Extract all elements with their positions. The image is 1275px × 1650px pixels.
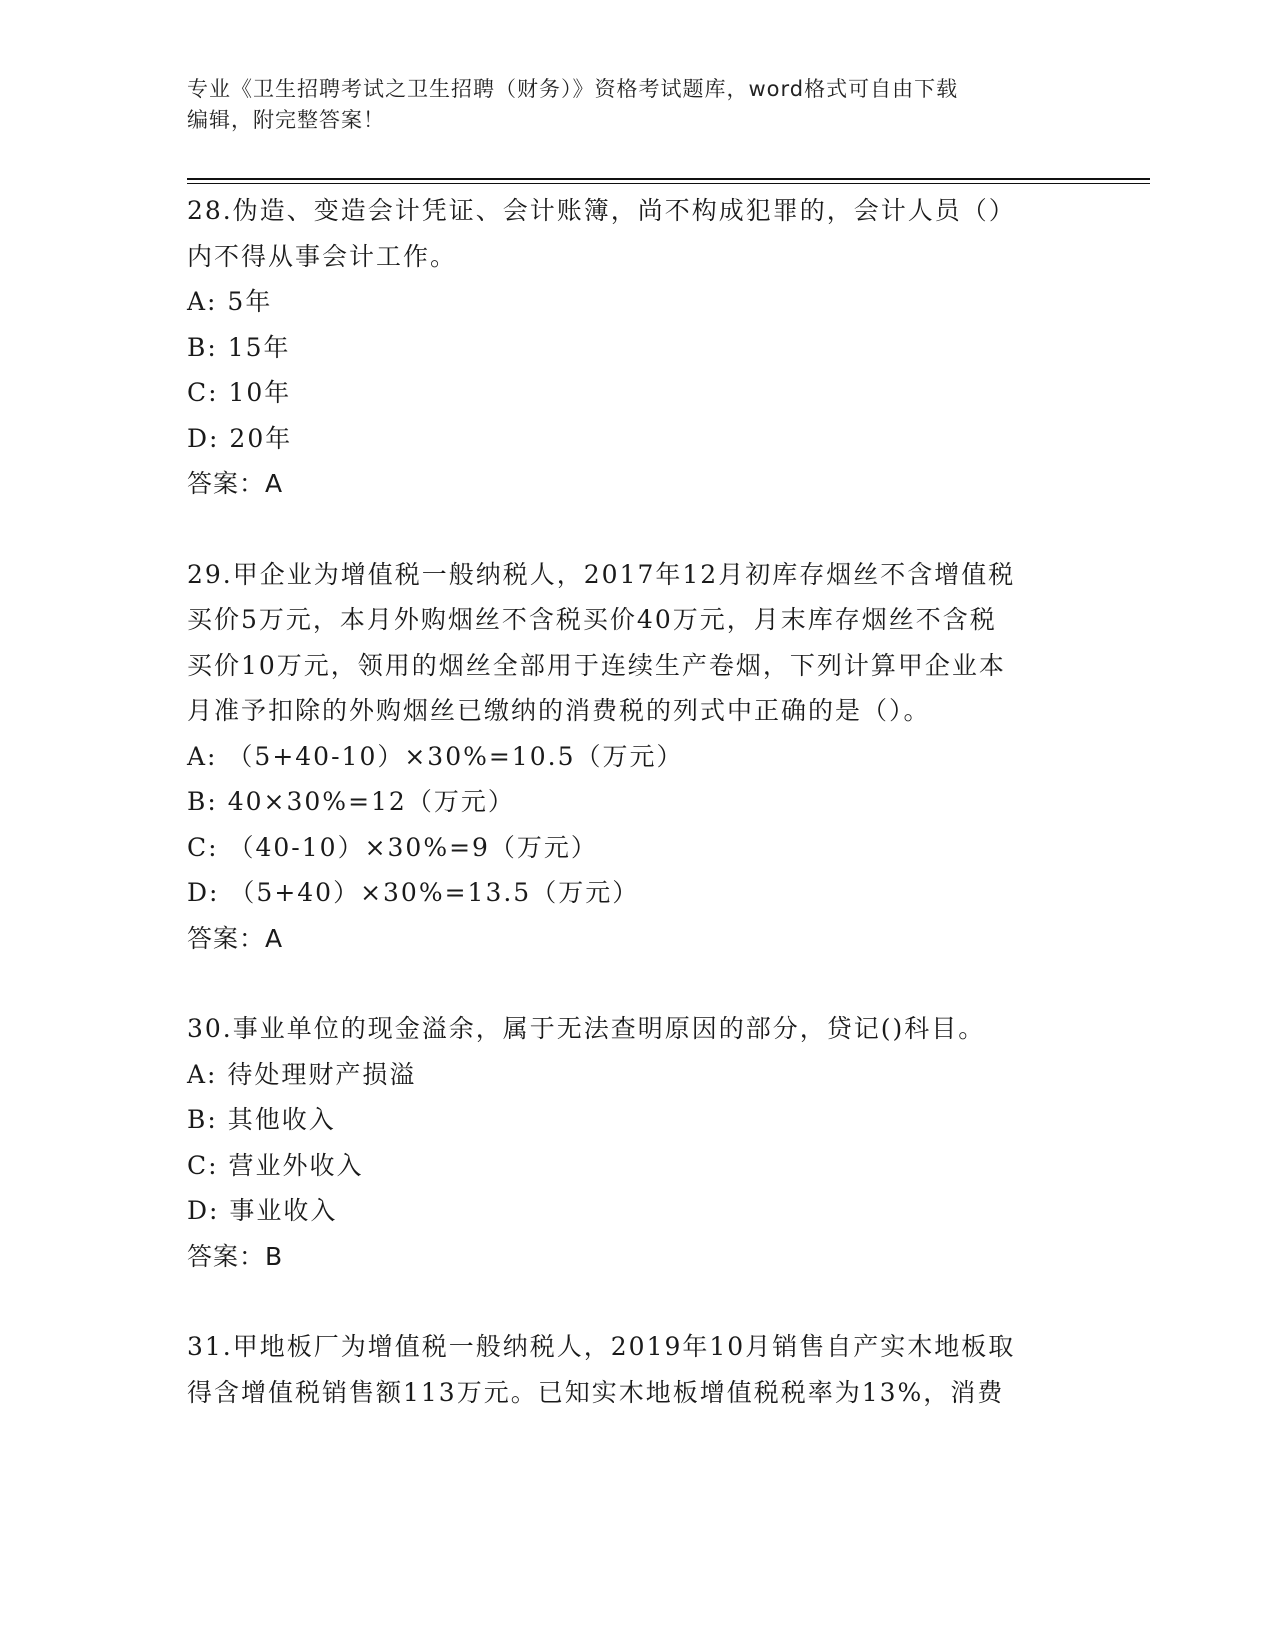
- question-text-line: 30.事业单位的现金溢余，属于无法查明原因的部分，贷记()科目。: [187, 1014, 986, 1043]
- question-text-line: 买价5万元，本月外购烟丝不含税买价40万元，月末库存烟丝不含税: [187, 605, 997, 634]
- question-28: [187, 188, 1067, 507]
- header-line-2: 编辑，附完整答案！: [187, 108, 385, 132]
- question-text-line: 28.伪造、变造会计凭证、会计账簿，尚不构成犯罪的，会计人员（）: [187, 196, 1016, 225]
- question-text-line: 内不得从事会计工作。: [187, 241, 458, 271]
- header-rule-thick: [187, 178, 1150, 180]
- answer-line: 答案：A: [187, 923, 284, 953]
- option-a: A: 待处理财产损溢: [187, 1059, 417, 1089]
- answer-line: 答案：A: [187, 469, 284, 498]
- option-c: C: 营业外收入: [187, 1150, 364, 1180]
- option-c: C: 10年: [187, 378, 292, 407]
- option-d: D: 事业收入: [187, 1196, 338, 1225]
- option-d: D: 20年: [187, 423, 293, 453]
- option-a: A: 5年: [187, 287, 273, 316]
- question-list: [187, 188, 1067, 1460]
- answer-line: 答案：B: [187, 1241, 284, 1271]
- option-c: C: （40-10）×30%=9（万元）: [187, 832, 598, 862]
- question-text-line: 买价10万元，领用的烟丝全部用于连续生产卷烟，下列计算甲企业本: [187, 650, 1006, 680]
- question-text-line: 31.甲地板厂为增值税一般纳税人，2019年10月销售自产实木地板取: [187, 1332, 1016, 1361]
- question-text-line: 得含增值税销售额113万元。已知实木地板增值税税率为13%，消费: [187, 1377, 1005, 1407]
- question-31: [187, 1324, 1067, 1415]
- question-30: [187, 1006, 1067, 1279]
- option-a: A: （5+40-10）×30%=10.5（万元）: [187, 741, 684, 771]
- header-rule-thin: [187, 183, 1150, 184]
- question-29: [187, 552, 1067, 962]
- header-line-1: 专业《卫生招聘考试之卫生招聘（财务）》资格考试题库，word格式可自由下载: [187, 77, 959, 101]
- option-d: D: （5+40）×30%=13.5（万元）: [187, 878, 640, 907]
- option-b: B: 40×30%=12（万元）: [187, 787, 515, 816]
- option-b: B: 其他收入: [187, 1105, 336, 1134]
- option-b: B: 15年: [187, 332, 291, 362]
- document-header: [187, 74, 1067, 136]
- question-text-line: 29.甲企业为增值税一般纳税人，2017年12月初库存烟丝不含增值税: [187, 559, 1016, 589]
- question-text-line: 月准予扣除的外购烟丝已缴纳的消费税的列式中正确的是（）。: [187, 696, 931, 725]
